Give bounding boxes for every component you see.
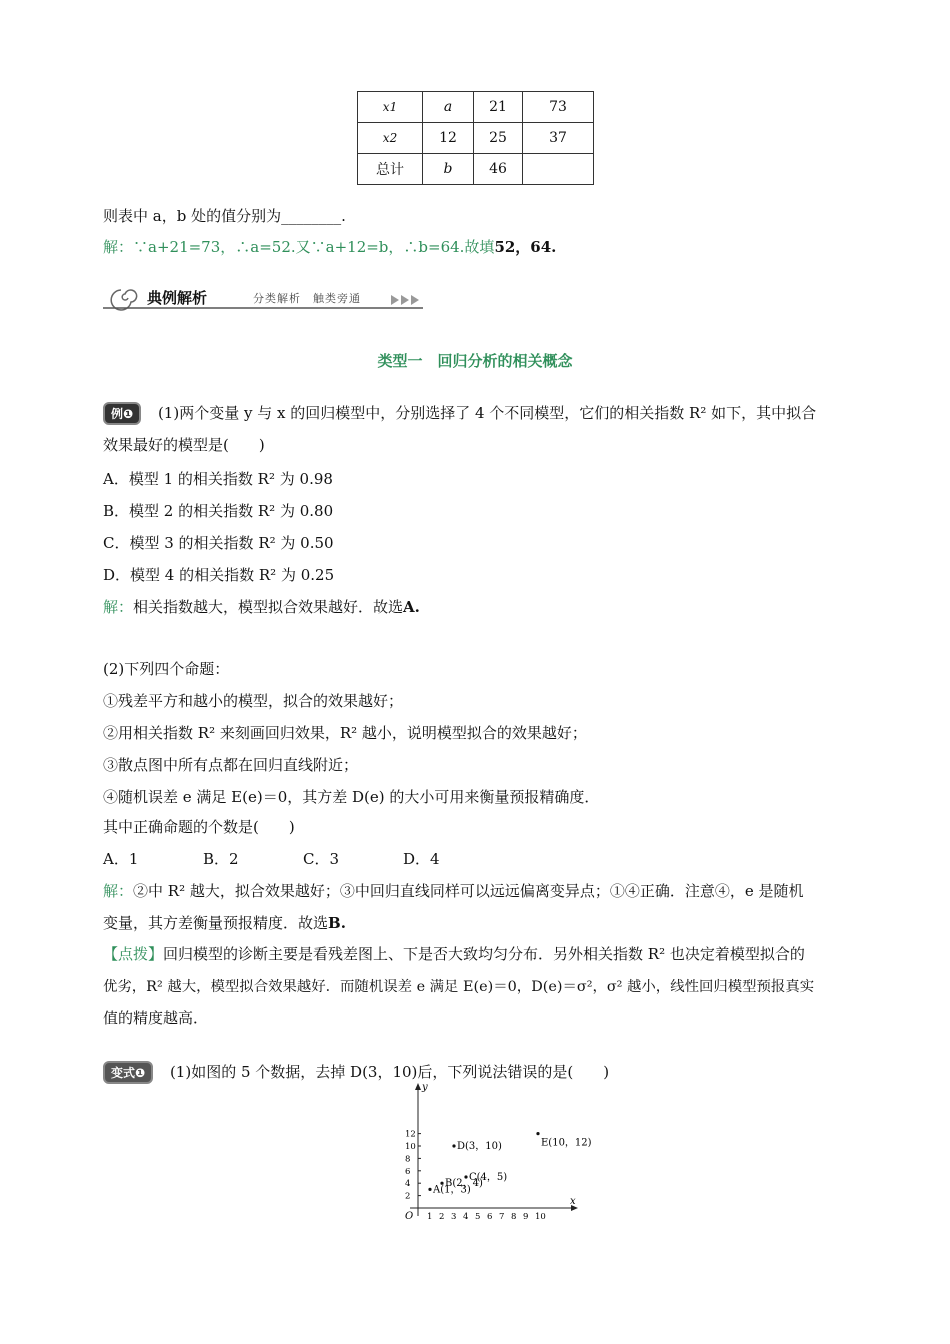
tip-text: 回归模型的诊断主要是看残差图上、下是否大致均匀分布．另外相关指数 R² 也决定着模型拟合的 xyxy=(163,945,805,963)
data-point xyxy=(440,1182,443,1185)
data-point xyxy=(428,1188,431,1191)
variant-badge: 变式❶ xyxy=(103,1061,153,1084)
y-tick-label: 2 xyxy=(405,1191,411,1202)
table-cell: x1 xyxy=(358,92,423,123)
table-cell: x2 xyxy=(358,123,423,154)
table-cell: 21 xyxy=(474,92,523,123)
section-header xyxy=(103,286,423,312)
table-row xyxy=(358,123,594,154)
q2-options xyxy=(103,848,503,869)
option-c: C．模型 3 的相关指数 R² 为 0.50 xyxy=(103,534,334,552)
table-cell: a xyxy=(423,92,474,123)
option-a: A．模型 1 的相关指数 R² 为 0.98 xyxy=(103,470,333,488)
x-tick-label: 2 xyxy=(439,1212,445,1222)
ex1-q1-line2: 效果最好的模型是( ) xyxy=(103,436,265,454)
table-cell: 12 xyxy=(423,123,474,154)
var1-text: (1)如图的 5 个数据，去掉 D(3，10)后，下列说法错误的是( ) xyxy=(169,1063,610,1081)
option-b: B．模型 2 的相关指数 R² 为 0.80 xyxy=(103,502,334,520)
answer-text: ∵a+21=73，∴a=52.又∵a+12=b，∴b=64.故填 xyxy=(133,238,495,256)
contingency-table xyxy=(357,91,594,185)
q2-option: D．4 xyxy=(403,850,440,868)
x-tick-label: 7 xyxy=(499,1212,505,1222)
tip-line2: 优劣，R² 越大，模型拟合效果越好．而随机误差 e 满足 E(e)＝0，D(e)＝σ²，σ² 越小，线性回归模型预报真实 xyxy=(103,979,815,995)
tip-label: 【点拨】 xyxy=(103,945,164,963)
section-subtitle: 分类解析 触类旁通 xyxy=(253,292,361,305)
table-row xyxy=(358,154,594,185)
q2-option: C．3 xyxy=(303,850,340,868)
table-row xyxy=(358,92,594,123)
x-tick-label: 9 xyxy=(523,1212,529,1222)
tip-line1 xyxy=(103,943,805,964)
x-tick-label: 8 xyxy=(511,1212,517,1222)
answer-text: 相关指数越大，模型拟合效果越好．故选 xyxy=(133,598,404,616)
table-cell: 46 xyxy=(474,154,523,185)
answer-text: ②中 R² 越大，拟合效果越好；③中回归直线同样可以远远偏离变异点；①④正确．注意④，e 是随机 xyxy=(133,882,804,900)
table-cell xyxy=(523,154,594,185)
y-tick-label: 10 xyxy=(405,1142,416,1152)
answer-label: 解： xyxy=(103,238,134,256)
proposition-4: ④随机误差 e 满足 E(e)＝0，其方差 D(e) 的大小可用来衡量预报精确度． xyxy=(103,788,600,806)
q2-option: A．1 xyxy=(103,850,139,868)
q0-answer xyxy=(103,236,556,257)
x-tick-label: 10 xyxy=(535,1212,546,1222)
point-label: A(1，3) xyxy=(433,1184,471,1196)
x-tick-label: 3 xyxy=(451,1212,457,1222)
data-point xyxy=(464,1175,467,1178)
section-title: 典例解析 xyxy=(147,289,208,307)
ex1-answer2-line1 xyxy=(103,880,804,901)
table-cell: b xyxy=(423,154,474,185)
data-point xyxy=(452,1144,455,1147)
y-tick-label: 6 xyxy=(405,1166,411,1177)
x-tick-label: 1 xyxy=(427,1212,433,1222)
q2-ask: 其中正确命题的个数是( ) xyxy=(103,818,295,836)
q2-option: B．2 xyxy=(203,850,239,868)
example-badge: 例❶ xyxy=(103,402,141,425)
y-tick-label: 4 xyxy=(405,1179,411,1190)
y-axis-label: y xyxy=(422,1082,428,1093)
scatter-chart xyxy=(380,1080,600,1230)
table-cell: 25 xyxy=(474,123,523,154)
q1-text: (1)两个变量 y 与 x 的回归模型中，分别选择了 4 个不同模型，它们的相关指数 R² 如下，其中拟合 xyxy=(157,404,817,422)
ex1-answer1 xyxy=(103,596,420,617)
q0-prompt: 则表中 a，b 处的值分别为________. xyxy=(103,207,346,225)
y-axis-arrow xyxy=(415,1083,421,1090)
proposition-2: ②用相关指数 R² 来刻画回归效果，R² 越小，说明模型拟合的效果越好； xyxy=(103,724,587,742)
type-title: 类型一 回归分析的相关概念 xyxy=(377,352,573,370)
origin-label: O xyxy=(405,1211,414,1222)
option-d: D．模型 4 的相关指数 R² 为 0.25 xyxy=(103,566,335,584)
answer-bold: A. xyxy=(403,598,420,616)
point-label: D(3，10) xyxy=(457,1141,502,1152)
proposition-1: ①残差平方和越小的模型，拟合的效果越好； xyxy=(103,692,404,710)
y-tick-label: 8 xyxy=(405,1154,411,1165)
table-cell: 37 xyxy=(523,123,594,154)
tip-line3: 值的精度越高． xyxy=(103,1009,209,1027)
ex1-answer2-line2 xyxy=(103,912,346,933)
x-tick-label: 6 xyxy=(487,1212,493,1222)
answer-label: 解： xyxy=(103,882,134,900)
proposition-3: ③散点图中所有点都在回归直线附近； xyxy=(103,756,359,774)
x-tick-label: 5 xyxy=(475,1212,481,1222)
q2-intro: (2)下列四个命题： xyxy=(103,660,230,678)
table-cell: 总计 xyxy=(358,154,423,185)
x-axis-label: x xyxy=(570,1196,576,1207)
point-label: C(4，5) xyxy=(469,1172,508,1183)
point-label: E(10，12) xyxy=(541,1137,592,1149)
answer-bold: B. xyxy=(328,914,346,932)
point-label: B(2，4) xyxy=(445,1178,483,1190)
answer-label: 解： xyxy=(103,598,134,616)
answer-bold: 52，64. xyxy=(494,238,557,256)
answer-text: 变量，其方差衡量预报精度．故选 xyxy=(103,914,329,932)
ex1-q1-line1 xyxy=(103,402,816,425)
data-point xyxy=(536,1132,539,1135)
table-cell: 73 xyxy=(523,92,594,123)
y-tick-label: 12 xyxy=(405,1129,416,1140)
x-tick-label: 4 xyxy=(463,1212,469,1222)
